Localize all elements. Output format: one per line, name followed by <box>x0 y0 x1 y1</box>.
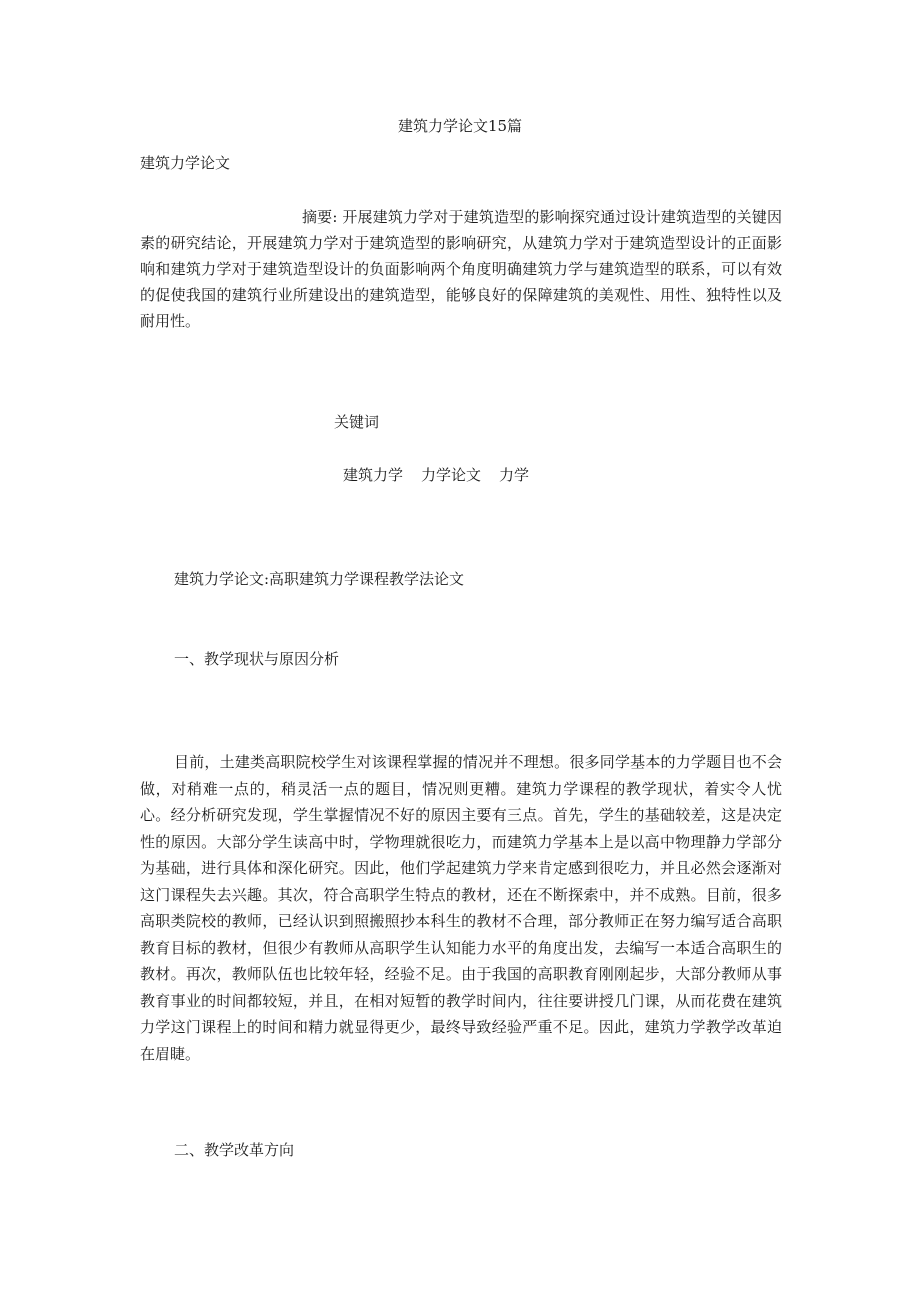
document-title: 建筑力学论文15篇 <box>397 117 523 135</box>
heading-reform-direction: 二、教学改革方向 <box>174 1141 295 1159</box>
section-title: 建筑力学论文:高职建筑力学课程教学法论文 <box>174 570 465 588</box>
keyword-item: 建筑力学 <box>343 466 404 484</box>
keyword-item: 力学 <box>499 466 530 484</box>
keywords-list <box>343 464 529 486</box>
abstract-paragraph: 摘要: 开展建筑力学对于建筑造型的影响探究通过设计建筑造型的关键因素的研究结论，开展建筑力学对于建筑造型的影响研究，从建筑力学对于建筑造型设计的正面影响和建筑力学对于建筑造型设计的负面影响两个角度明确建筑力学与建筑造型的联系，可以有效的促使我国的建筑行业所建设出的建筑造型，能够良好的保障建筑的美观性、用性、独特性以及耐用性。 <box>140 208 782 330</box>
document-subtitle: 建筑力学论文 <box>140 154 231 172</box>
keywords-label: 关键词 <box>334 413 380 431</box>
body-paragraph: 目前，土建类高职院校学生对该课程掌握的情况并不理想。很多同学基本的力学题目也不会做，对稍难一点的，稍灵活一点的题目，情况则更糟。建筑力学课程的教学现状，着实令人忧心。经分析研究发现，学生掌握情况不好的原因主要有三点。首先，学生的基础较差，这是决定性的原因。大部分学生读高中时，学物理就很吃力，而建筑力学基本上是以高中物理静力学部分为基础，进行具体和深化研究。因此，他们学起建筑力学来肯定感到很吃力，并且必然会逐渐对这门课程失去兴趣。其次，符合高职学生特点的教材，还在不断探索中，并不成熟。目前，很多高职类院校的教师，已经认识到照搬照抄本科生的教材不合理，部分教师正在努力编写适合高职教育目标的教材，但很少有教师从高职学生认知能力水平的角度出发，去编写一本适合高职生的教材。再次，教师队伍也比较年轻，经验不足。由于我国的高职教育刚刚起步，大部分教师从事教育事业的时间都较短，并且，在相对短暂的教学时间内，往往要讲授几门课，从而花费在建筑力学这门课程上的时间和精力就显得更少，最终导致经验严重不足。因此，建筑力学教学改革迫在眉睫。 <box>140 753 782 1063</box>
keyword-item: 力学论文 <box>421 466 482 484</box>
heading-teaching-status: 一、教学现状与原因分析 <box>174 650 340 668</box>
